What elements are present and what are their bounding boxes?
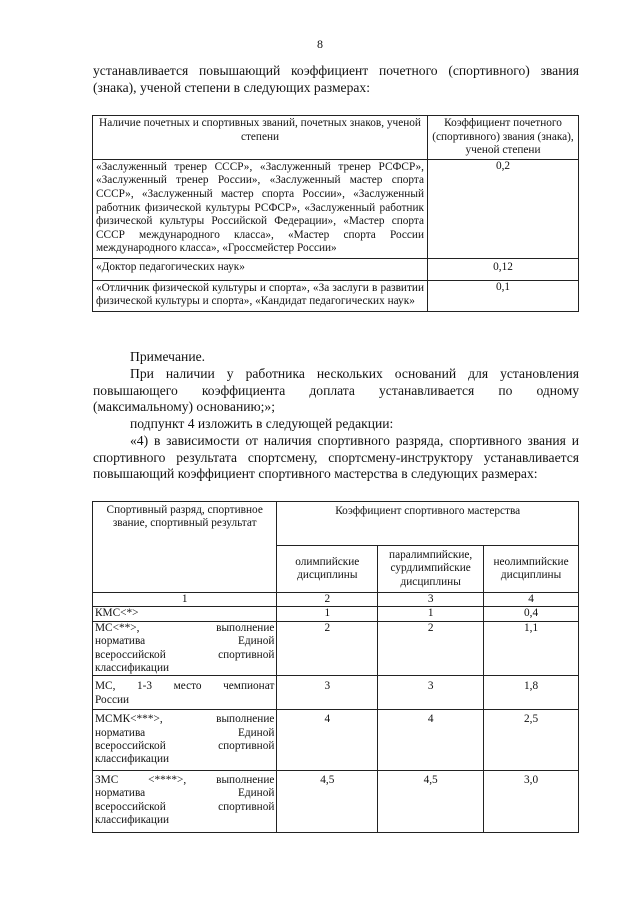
row-label-line: всероссийской спортивной [95,648,275,661]
table-cell [93,676,277,710]
table-cell: 2,5 [484,710,579,771]
row-label-line: МС<**>, выполнение [95,621,275,634]
table-cell: 4,5 [277,770,378,832]
table-cell: 1,1 [484,621,579,676]
table-cell: 4 [277,710,378,771]
table-header-cell: Коэффициент почетного (спортивного) звания (знака), ученой степени [428,116,579,160]
table-subheader-cell: паралимпийские, сурдлимпийские дисциплины [378,546,484,593]
row-label-line: КМС<*> [95,607,139,620]
table-row [93,280,579,311]
table-cell: 3 [277,676,378,710]
table-cell: 3 [378,593,484,607]
table-row [93,676,579,710]
table-cell: 4 [378,710,484,771]
intro-paragraph: устанавливается повышающий коэффициент почетного (спортивного) звания (знака), ученой степени в следующих размерах: [93,63,579,95]
table-header-cell: Наличие почетных и спортивных званий, почетных знаков, ученой степени [93,116,428,160]
point4-paragraph: «4) в зависимости от наличия спортивного разряда, спортивного звания и спортивного результата спортсмену, спортсмену-инструктору устанавливается повышающий коэффициент спортивного мастерства в следующих размерах: [93,433,579,481]
table-cell [93,607,277,621]
table-cell: 4,5 [378,770,484,832]
table-cell: 0,2 [428,159,579,258]
subpoint-paragraph: подпункт 4 изложить в следующей редакции: [130,416,394,431]
table-row [93,258,579,280]
row-label-line: классификации [95,753,170,766]
note-title: Примечание. [130,349,206,364]
table-cell: 2 [378,621,484,676]
table-header-cell: Коэффициент спортивного мастерства [277,502,579,546]
table-cell: «Заслуженный тренер СССР», «Заслуженный тренер РСФСР», «Заслуженный тренер России», «Заслуженный мастер спорта СССР», «Заслуженный мастер спорта России», «Заслуженный работник физической культуры РСФСР», «Заслуженный работник физической культуры Российской Федерации», «Мастер спорта СССР международного класса», «Мастер спорта России международного класса», «Гроссмейстер России» [93,159,428,258]
table-cell: 1 [277,607,378,621]
sport-mastery-table [92,501,579,833]
row-label-line: всероссийской спортивной [95,800,275,813]
table-cell: 4 [484,593,579,607]
table-cell [93,770,277,832]
page-number: 8 [317,37,323,51]
table-row [93,621,579,676]
table-cell: 0,1 [428,280,579,311]
table-row [93,770,579,832]
row-label-line: России [95,693,130,706]
row-label-line: МСМК<***>, выполнение [95,713,275,726]
table-cell: «Доктор педагогических наук» [93,258,428,280]
table-header-row [93,116,579,160]
table-cell: «Отличник физической культуры и спорта», «За заслуги в развитии физической культуры и спорта», «Кандидат педагогических наук» [93,280,428,311]
honorary-titles-table [92,115,579,312]
table-row [93,607,579,621]
table-cell: 2 [277,621,378,676]
table-cell [93,621,277,676]
table-cell: 0,12 [428,258,579,280]
table-header-row [93,502,579,546]
table-subheader-cell: неолимпийские дисциплины [484,546,579,593]
table-header-cell: Спортивный разряд, спортивное звание, спортивный результат [93,502,277,593]
table-cell: 3 [378,676,484,710]
table-cell: 1 [93,593,277,607]
row-label-line: норматива Единой [95,726,275,739]
table-number-row [93,593,579,607]
table-row [93,159,579,258]
table-cell [93,710,277,771]
row-label-line: норматива Единой [95,787,275,800]
table-cell: 1 [378,607,484,621]
row-label-line: классификации [95,814,170,827]
table-cell: 2 [277,593,378,607]
row-label-line: классификации [95,662,170,675]
row-label-line: всероссийской спортивной [95,740,275,753]
table-row [93,710,579,771]
row-label-line: ЗМС <****>, выполнение [95,773,275,786]
row-label-line: МС, 1-3 место чемпионат [95,680,275,693]
table-cell: 0,4 [484,607,579,621]
note-text: При наличии у работника нескольких оснований для установления повышающего коэффициента доплата устанавливается по одному (максимальному) основанию;»; [93,366,579,414]
row-label-line: норматива Единой [95,635,275,648]
table-subheader-cell: олимпийские дисциплины [277,546,378,593]
table-cell: 3,0 [484,770,579,832]
table-cell: 1,8 [484,676,579,710]
